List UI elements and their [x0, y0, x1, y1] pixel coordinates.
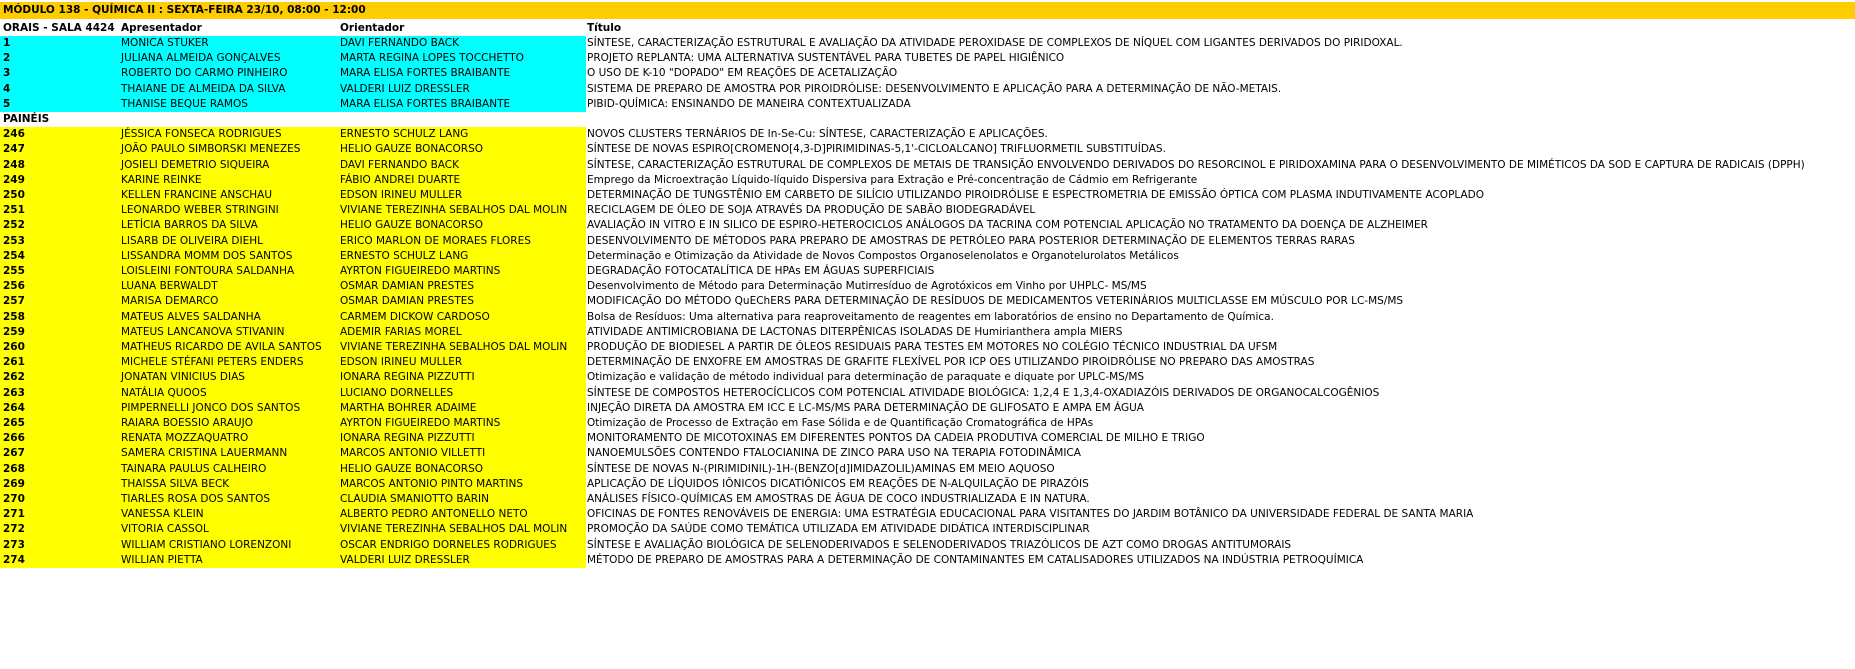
- row-number: 255: [0, 264, 119, 279]
- table-row: [0, 234, 1855, 249]
- advisor-cell: AYRTON FIGUEIREDO MARTINS: [338, 416, 586, 431]
- advisor-cell: OSMAR DAMIAN PRESTES: [338, 279, 586, 294]
- advisor-header: Orientador: [340, 22, 405, 34]
- row-number: 5: [0, 97, 119, 112]
- advisor-cell: IONARA REGINA PIZZUTTI: [338, 370, 586, 385]
- advisor-cell: OSCAR ENDRIGO DORNELES RODRIGUES: [338, 538, 586, 553]
- title-cell: NANOEMULSÕES CONTENDO FTALOCIANINA DE ZINCO PARA USO NA TERAPIA FOTODINÂMICA: [587, 447, 1081, 460]
- presenter-cell: THAISSA SILVA BECK: [119, 477, 338, 492]
- presenter-cell: WILLIAM CRISTIANO LORENZONI: [119, 538, 338, 553]
- table-row: [0, 36, 1855, 51]
- advisor-cell: MARTA REGINA LOPES TOCCHETTO: [338, 51, 586, 66]
- title-cell: DETERMINAÇÃO DE ENXOFRE EM AMOSTRAS DE GRAFITE FLEXÍVEL POR ICP OES UTILIZANDO PIROIDRÓLISE NO PREPARO DAS AMOSTRAS: [587, 356, 1315, 369]
- presenter-cell: WILLIAN PIETTA: [119, 553, 338, 568]
- table-row: [0, 355, 1855, 370]
- presenter-cell: LISSANDRA MOMM DOS SANTOS: [119, 249, 338, 264]
- table-row: [0, 477, 1855, 492]
- advisor-cell: IONARA REGINA PIZZUTTI: [338, 431, 586, 446]
- title-cell: MÉTODO DE PREPARO DE AMOSTRAS PARA A DETERMINAÇÃO DE CONTAMINANTES EM CATALISADORES UTILIZADOS NA INDÚSTRIA PETROQUÍMICA: [587, 553, 1364, 566]
- presenter-cell: THANISE BEQUE RAMOS: [119, 97, 338, 112]
- advisor-cell: MARTHA BOHRER ADAIME: [338, 401, 586, 416]
- advisor-cell: MARCOS ANTONIO PINTO MARTINS: [338, 477, 586, 492]
- row-number: 266: [0, 431, 119, 446]
- title-cell: Determinação e Otimização da Atividade de Novos Compostos Organoselenolatos e Organotelurolatos Metálicos: [587, 249, 1179, 262]
- title-cell: Otimização de Processo de Extração em Fase Sólida e de Quantificação Cromatográfica de HPAs: [587, 417, 1094, 429]
- table-row: [0, 386, 1855, 401]
- table-row: [0, 431, 1855, 446]
- advisor-cell: DAVI FERNANDO BACK: [338, 36, 586, 51]
- advisor-cell: EDSON IRINEU MULLER: [338, 355, 586, 370]
- presenter-cell: MONICA STUKER: [119, 36, 338, 51]
- presenter-cell: RENATA MOZZAQUATRO: [119, 431, 338, 446]
- title-cell: SÍNTESE E AVALIAÇÃO BIOLÓGICA DE SELENODERIVADOS E SELENODERIVADOS TRIAZÓLICOS DE AZT COMO DROGAS ANTITUMORAIS: [587, 538, 1292, 551]
- advisor-cell: ALBERTO PEDRO ANTONELLO NETO: [338, 507, 586, 522]
- advisor-cell: MARA ELISA FORTES BRAIBANTE: [338, 97, 586, 112]
- table-row: [0, 462, 1855, 477]
- table-row: [0, 66, 1855, 81]
- advisor-cell: VIVIANE TEREZINHA SEBALHOS DAL MOLIN: [338, 522, 586, 537]
- presenter-cell: MARISA DEMARCO: [119, 294, 338, 309]
- row-number: 1: [0, 36, 119, 51]
- title-cell: PROJETO REPLANTA: UMA ALTERNATIVA SUSTENTÁVEL PARA TUBETES DE PAPEL HIGIÊNICO: [587, 52, 1065, 65]
- advisor-cell: MARA ELISA FORTES BRAIBANTE: [338, 66, 586, 81]
- table-row: [0, 82, 1855, 97]
- title-cell: NOVOS CLUSTERS TERNÁRIOS DE In-Se-Cu: SÍNTESE, CARACTERIZAÇÃO E APLICAÇÕES.: [587, 128, 1048, 141]
- advisor-cell: AYRTON FIGUEIREDO MARTINS: [338, 264, 586, 279]
- advisor-cell: ERNESTO SCHULZ LANG: [338, 249, 586, 264]
- advisor-cell: ADEMIR FARIAS MOREL: [338, 325, 586, 340]
- advisor-cell: HELIO GAUZE BONACORSO: [338, 218, 586, 233]
- presenter-cell: PIMPERNELLI JONCO DOS SANTOS: [119, 401, 338, 416]
- table-row: [0, 158, 1855, 173]
- row-number: 4: [0, 82, 119, 97]
- row-number: 2: [0, 51, 119, 66]
- advisor-cell: ERICO MARLON DE MORAES FLORES: [338, 234, 586, 249]
- row-number: 268: [0, 462, 119, 477]
- advisor-cell: HELIO GAUZE BONACORSO: [338, 142, 586, 157]
- row-number: 256: [0, 279, 119, 294]
- title-cell: SÍNTESE DE COMPOSTOS HETEROCÍCLICOS COM POTENCIAL ATIVIDADE BIOLÓGICA: 1,2,4 E 1,3,4-OXADIAZÓIS DERIVADOS DE ORGANOCALCOGÊNIOS: [587, 386, 1380, 399]
- presenter-cell: LISARB DE OLIVEIRA DIEHL: [119, 234, 338, 249]
- title-cell: PROMOÇÃO DA SAÚDE COMO TEMÁTICA UTILIZADA EM ATIVIDADE DIDÁTICA INTERDISCIPLINAR: [587, 523, 1090, 536]
- advisor-cell: CLAUDIA SMANIOTTO BARIN: [338, 492, 586, 507]
- presenter-cell: TAINARA PAULUS CALHEIRO: [119, 462, 338, 477]
- module-title: MÓDULO 138 - QUÍMICA II : SEXTA-FEIRA 23/10, 08:00 - 12:00: [3, 4, 366, 16]
- presenter-cell: LETÍCIA BARROS DA SILVA: [119, 218, 338, 233]
- title-cell: MODIFICAÇÃO DO MÉTODO QuEChERS PARA DETERMINAÇÃO DE RESÍDUOS DE MEDICAMENTOS VETERINÁRIOS MULTICLASSE EM MÚSCULO POR LC-MS/MS: [587, 295, 1404, 308]
- paineis-section-label: PAINÉIS: [3, 113, 50, 125]
- table-row: [0, 370, 1855, 385]
- title-cell: AVALIAÇÃO IN VITRO E IN SILICO DE ESPIRO-HETEROCICLOS ANÁLOGOS DA TACRINA COM POTENCIAL APLICAÇÃO NO TRATAMENTO DA DOENÇA DE ALZHEIMER: [587, 219, 1428, 232]
- table-row: [0, 325, 1855, 340]
- row-number: 3: [0, 66, 119, 81]
- row-number: 259: [0, 325, 119, 340]
- row-number: 274: [0, 553, 119, 568]
- presenter-cell: KELLEN FRANCINE ANSCHAU: [119, 188, 338, 203]
- title-cell: DEGRADAÇÃO FOTOCATALÍTICA DE HPAs EM ÁGUAS SUPERFICIAIS: [587, 265, 935, 277]
- row-number: 262: [0, 370, 119, 385]
- presenter-cell: JULIANA ALMEIDA GONÇALVES: [119, 51, 338, 66]
- advisor-cell: LUCIANO DORNELLES: [338, 386, 586, 401]
- table-row: [0, 173, 1855, 188]
- table-row: [0, 446, 1855, 461]
- title-cell: MONITORAMENTO DE MICOTOXINAS EM DIFERENTES PONTOS DA CADEIA PRODUTIVA COMERCIAL DE MILHO E TRIGO: [587, 432, 1205, 445]
- title-cell: O USO DE K-10 "DOPADO" EM REAÇÕES DE ACETALIZAÇÃO: [587, 67, 898, 80]
- advisor-cell: ERNESTO SCHULZ LANG: [338, 127, 586, 142]
- table-row: [0, 97, 1855, 112]
- presenter-cell: JONATAN VINICIUS DIAS: [119, 370, 338, 385]
- row-number: 253: [0, 234, 119, 249]
- title-cell: SÍNTESE, CARACTERIZAÇÃO ESTRUTURAL DE COMPLEXOS DE METAIS DE TRANSIÇÃO ENVOLVENDO DERIVADOS DO RESORCINOL E PIRIDOXAMINA PARA O DESENVOLVIMENTO DE MIMÉTICOS DA SOD E CAPTURA DE RADICAIS (DPPH): [587, 158, 1805, 171]
- presenter-cell: LOISLEINI FONTOURA SALDANHA: [119, 264, 338, 279]
- advisor-cell: FÁBIO ANDREI DUARTE: [338, 173, 586, 188]
- title-cell: DETERMINAÇÃO DE TUNGSTÊNIO EM CARBETO DE SILÍCIO UTILIZANDO PIROIDRÓLISE E ESPECTROMETRIA DE EMISSÃO ÓPTICA COM PLASMA INDUTIVAMENTE ACOPLADO: [587, 189, 1485, 201]
- row-number: 273: [0, 538, 119, 553]
- table-row: [0, 127, 1855, 142]
- title-cell: PIBID-QUÍMICA: ENSINANDO DE MANEIRA CONTEXTUALIZADA: [587, 97, 911, 110]
- row-number: 267: [0, 446, 119, 461]
- advisor-cell: VIVIANE TEREZINHA SEBALHOS DAL MOLIN: [338, 203, 586, 218]
- title-cell: SÍNTESE DE NOVAS N-(PIRIMIDINIL)-1H-(BENZO[d]IMIDAZOLIL)AMINAS EM MEIO AQUOSO: [587, 462, 1055, 475]
- table-row: [0, 294, 1855, 309]
- advisor-cell: VIVIANE TEREZINHA SEBALHOS DAL MOLIN: [338, 340, 586, 355]
- row-number: 265: [0, 416, 119, 431]
- table-row: [0, 492, 1855, 507]
- table-row: [0, 203, 1855, 218]
- row-number: 261: [0, 355, 119, 370]
- header-row: [0, 19, 1855, 37]
- title-cell: Emprego da Microextração Líquido-líquido Dispersiva para Extração e Pré-concentração de Cádmio em Refrigerante: [587, 173, 1198, 186]
- row-number: 272: [0, 522, 119, 537]
- row-number: 264: [0, 401, 119, 416]
- presenter-cell: ROBERTO DO CARMO PINHEIRO: [119, 66, 338, 81]
- advisor-cell: CARMEM DICKOW CARDOSO: [338, 310, 586, 325]
- table-row: [0, 279, 1855, 294]
- row-number: 250: [0, 188, 119, 203]
- row-number: 263: [0, 386, 119, 401]
- title-cell: RECICLAGEM DE ÓLEO DE SOJA ATRAVÉS DA PRODUÇÃO DE SABÃO BIODEGRADÁVEL: [587, 204, 1036, 217]
- presenter-cell: JOÃO PAULO SIMBORSKI MENEZES: [119, 142, 338, 157]
- presenter-cell: LUANA BERWALDT: [119, 279, 338, 294]
- title-cell: SÍNTESE, CARACTERIZAÇÃO ESTRUTURAL E AVALIAÇÃO DA ATIVIDADE PEROXIDASE DE COMPLEXOS DE NÍQUEL COM LIGANTES DERIVADOS DO PIRIDOXAL.: [587, 37, 1403, 49]
- table-row: [0, 538, 1855, 553]
- title-cell: APLICAÇÃO DE LÍQUIDOS IÔNICOS DICATIÔNICOS EM REAÇÕES DE N-ALQUILAÇÃO DE PIRAZÓIS: [587, 477, 1089, 490]
- title-cell: INJEÇÃO DIRETA DA AMOSTRA EM ICC E LC-MS/MS PARA DETERMINAÇÃO DE GLIFOSATO E AMPA EM ÁGUA: [587, 401, 1144, 414]
- table-row: [0, 416, 1855, 431]
- presenter-cell: VITORIA CASSOL: [119, 522, 338, 537]
- table-row: [0, 507, 1855, 522]
- presenter-cell: MATEUS ALVES SALDANHA: [119, 310, 338, 325]
- advisor-cell: VALDERI LUIZ DRESSLER: [338, 553, 586, 568]
- title-cell: Desenvolvimento de Método para Determinação Mutirresíduo de Agrotóxicos em Vinho por UHPLC- MS/MS: [587, 280, 1147, 293]
- presenter-cell: TIARLES ROSA DOS SANTOS: [119, 492, 338, 507]
- advisor-cell: OSMAR DAMIAN PRESTES: [338, 294, 586, 309]
- table-row: [0, 340, 1855, 355]
- table-row: [0, 310, 1855, 325]
- session-label: ORAIS - SALA 4424: [3, 22, 115, 34]
- presenter-cell: MATEUS LANCANOVA STIVANIN: [119, 325, 338, 340]
- presenter-cell: SAMERA CRISTINA LAUERMANN: [119, 446, 338, 461]
- presenter-cell: VANESSA KLEIN: [119, 507, 338, 522]
- module-banner: [0, 2, 1855, 19]
- table-row: [0, 218, 1855, 233]
- table-row: [0, 188, 1855, 203]
- table-row: [0, 401, 1855, 416]
- title-cell: Bolsa de Resíduos: Uma alternativa para reaproveitamento de reagentes em laboratórios de ensino no Departamento de Química.: [587, 310, 1274, 323]
- table-row: [0, 522, 1855, 537]
- presenter-cell: KARINE REINKE: [119, 173, 338, 188]
- title-cell: DESENVOLVIMENTO DE MÉTODOS PARA PREPARO DE AMOSTRAS DE PETRÓLEO PARA POSTERIOR DETERMINAÇÃO DE ELEMENTOS TERRAS RARAS: [587, 234, 1355, 247]
- row-number: 248: [0, 158, 119, 173]
- presenter-cell: NATÁLIA QUOOS: [119, 386, 338, 401]
- row-number: 254: [0, 249, 119, 264]
- title-cell: Otimização e validação de método individual para determinação de paraquate e diquate por UPLC-MS/MS: [587, 371, 1145, 384]
- presenter-cell: MATHEUS RICARDO DE AVILA SANTOS: [119, 340, 338, 355]
- title-cell: ATIVIDADE ANTIMICROBIANA DE LACTONAS DITERPÊNICAS ISOLADAS DE Humirianthera ampla MIERS: [587, 325, 1123, 338]
- advisor-cell: MARCOS ANTONIO VILLETTI: [338, 446, 586, 461]
- table-row: [0, 249, 1855, 264]
- row-number: 249: [0, 173, 119, 188]
- table-row: [0, 142, 1855, 157]
- title-cell: PRODUÇÃO DE BIODIESEL A PARTIR DE ÓLEOS RESIDUAIS PARA TESTES EM MOTORES NO COLÉGIO TÉCNICO INDUSTRIAL DA UFSM: [587, 341, 1278, 353]
- row-number: 260: [0, 340, 119, 355]
- presenter-cell: MICHELE STÉFANI PETERS ENDERS: [119, 355, 338, 370]
- row-number: 258: [0, 310, 119, 325]
- presenter-cell: THAIANE DE ALMEIDA DA SILVA: [119, 82, 338, 97]
- advisor-cell: EDSON IRINEU MULLER: [338, 188, 586, 203]
- presenter-cell: JÉSSICA FONSECA RODRIGUES: [119, 127, 338, 142]
- presenter-header: Apresentador: [121, 22, 202, 34]
- table-row: [0, 264, 1855, 279]
- title-header: Título: [587, 22, 622, 34]
- title-cell: SÍNTESE DE NOVAS ESPIRO[CROMENO[4,3-D]PIRIMIDINAS-5,1'-CICLOALCANO] TRIFLUORMETIL SUBSTITUÍDAS.: [587, 143, 1166, 156]
- advisor-cell: DAVI FERNANDO BACK: [338, 158, 586, 173]
- row-number: 257: [0, 294, 119, 309]
- title-cell: ANÁLISES FÍSICO-QUÍMICAS EM AMOSTRAS DE ÁGUA DE COCO INDUSTRIALIZADA E IN NATURA.: [587, 493, 1090, 505]
- table-row: [0, 51, 1855, 66]
- row-number: 270: [0, 492, 119, 507]
- row-number: 252: [0, 218, 119, 233]
- row-number: 246: [0, 127, 119, 142]
- presenter-cell: JOSIELI DEMETRIO SIQUEIRA: [119, 158, 338, 173]
- presenter-cell: LEONARDO WEBER STRINGINI: [119, 203, 338, 218]
- presenter-cell: RAIARA BOESSIO ARAUJO: [119, 416, 338, 431]
- row-number: 247: [0, 142, 119, 157]
- title-cell: SISTEMA DE PREPARO DE AMOSTRA POR PIROIDRÓLISE: DESENVOLVIMENTO E APLICAÇÃO PARA A DETERMINAÇÃO DE NÃO-METAIS.: [587, 82, 1282, 95]
- table-row: [0, 553, 1855, 568]
- row-number: 271: [0, 507, 119, 522]
- advisor-cell: HELIO GAUZE BONACORSO: [338, 462, 586, 477]
- advisor-cell: VALDERI LUIZ DRESSLER: [338, 82, 586, 97]
- title-cell: OFICINAS DE FONTES RENOVÁVEIS DE ENERGIA: UMA ESTRATÉGIA EDUCACIONAL PARA VISITANTES DO JARDIM BOTÂNICO DA UNIVERSIDADE FEDERAL DE SANTA MARIA: [587, 508, 1474, 521]
- row-number: 269: [0, 477, 119, 492]
- row-number: 251: [0, 203, 119, 218]
